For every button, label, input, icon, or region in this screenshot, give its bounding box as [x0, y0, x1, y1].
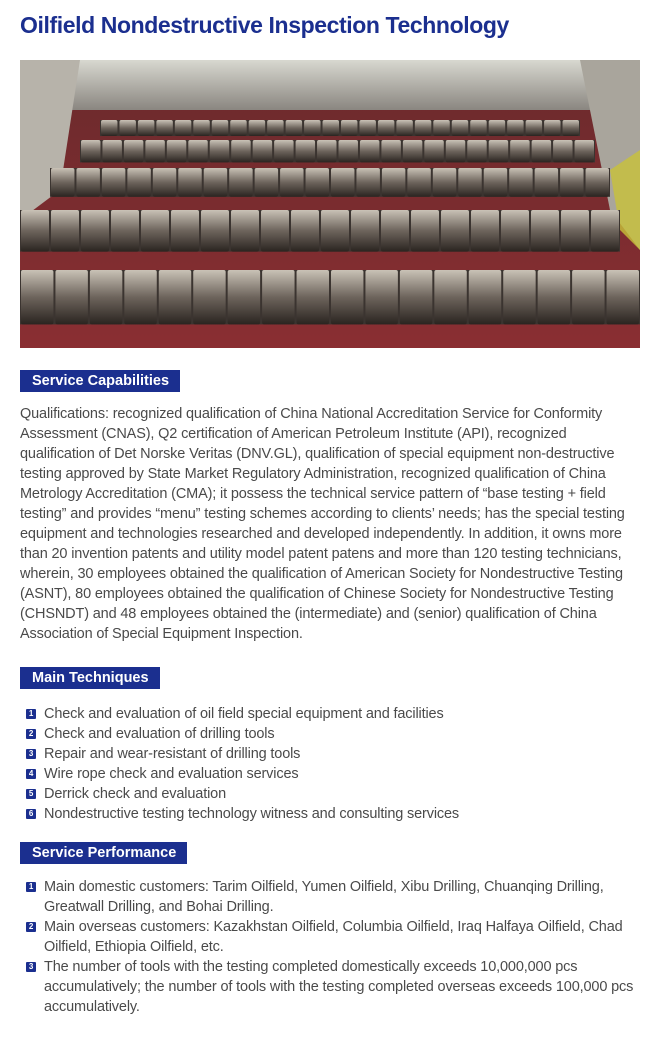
- service-performance-list: [26, 877, 642, 1017]
- list-item: [26, 877, 642, 917]
- number-badge-icon: 5: [26, 789, 36, 799]
- service-performance-heading: Service Performance: [20, 842, 187, 864]
- number-badge-icon: 2: [26, 922, 36, 932]
- list-item-text: Main domestic customers: Tarim Oilfield, Yumen Oilfield, Xibu Drilling, Chuanqing Drilling, Greatwall Drilling, and Bohai Drilling.: [44, 879, 604, 915]
- list-item-text: Check and evaluation of oil field special equipment and facilities: [44, 706, 444, 722]
- list-item: [26, 784, 642, 804]
- list-item: [26, 724, 642, 744]
- pipe-rows: [20, 120, 640, 324]
- service-capabilities-text: Qualifications: recognized qualification of China National Accreditation Service for Conformity Assessment (CNAS), Q2 certification of American Petroleum Institute (API), recognized qualification of Det Norske Veritas (DNV.GL), qualification of special equipment non-destructive testing approved by State Market Regulatory Administration, recognized qualification of China Metrology Accreditation (CMA); it possess the technical service pattern of “base testing + field testing” and provides “menu” testing schemes according to clients’ needs; has the special testing equipment and technologies researched and developed independently. In addition, it owns more than 20 invention patents and utility model patent patens and more than 120 testing technicians, wherein, 30 employees obtained the qualification of American Society for Nondestructive Testing (ASNT), 80 employees obtained the qualification of Chinese Society for Nondestructive Testing (CHSNDT) and 48 employees obtained the (intermediate) and (senior) qualification of China Association of Special Equipment Inspection.: [20, 406, 625, 642]
- list-item: [26, 764, 642, 784]
- list-item: [26, 917, 642, 957]
- service-capabilities-heading: Service Capabilities: [20, 370, 180, 392]
- list-item: [26, 704, 642, 724]
- list-item-text: Nondestructive testing technology witness and consulting services: [44, 806, 460, 822]
- list-item-text: Repair and wear-resistant of drilling tools: [44, 746, 301, 762]
- list-item-text: Wire rope check and evaluation services: [44, 766, 299, 782]
- number-badge-icon: 6: [26, 809, 36, 819]
- list-item-text: Main overseas customers: Kazakhstan Oilfield, Columbia Oilfield, Iraq Halfaya Oilfield, Chad Oilfield, Ethiopia Oilfield, etc.: [44, 919, 623, 955]
- number-badge-icon: 1: [26, 882, 36, 892]
- number-badge-icon: 3: [26, 962, 36, 972]
- pipe-yard-photo: [20, 60, 640, 348]
- number-badge-icon: 1: [26, 709, 36, 719]
- list-item-text: Check and evaluation of drilling tools: [44, 726, 275, 742]
- list-item: [26, 804, 642, 824]
- list-item: [26, 957, 642, 1017]
- page-title: Oilfield Nondestructive Inspection Technology: [20, 12, 509, 38]
- main-techniques-list: [26, 704, 642, 824]
- list-item-text: Derrick check and evaluation: [44, 786, 226, 802]
- number-badge-icon: 2: [26, 729, 36, 739]
- number-badge-icon: 3: [26, 749, 36, 759]
- main-techniques-heading: Main Techniques: [20, 667, 160, 689]
- number-badge-icon: 4: [26, 769, 36, 779]
- list-item: [26, 744, 642, 764]
- list-item-text: The number of tools with the testing completed domestically exceeds 10,000,000 pcs accumulatively; the number of tools with the testing completed overseas exceeds 100,000 pcs accumulatively.: [44, 959, 634, 1015]
